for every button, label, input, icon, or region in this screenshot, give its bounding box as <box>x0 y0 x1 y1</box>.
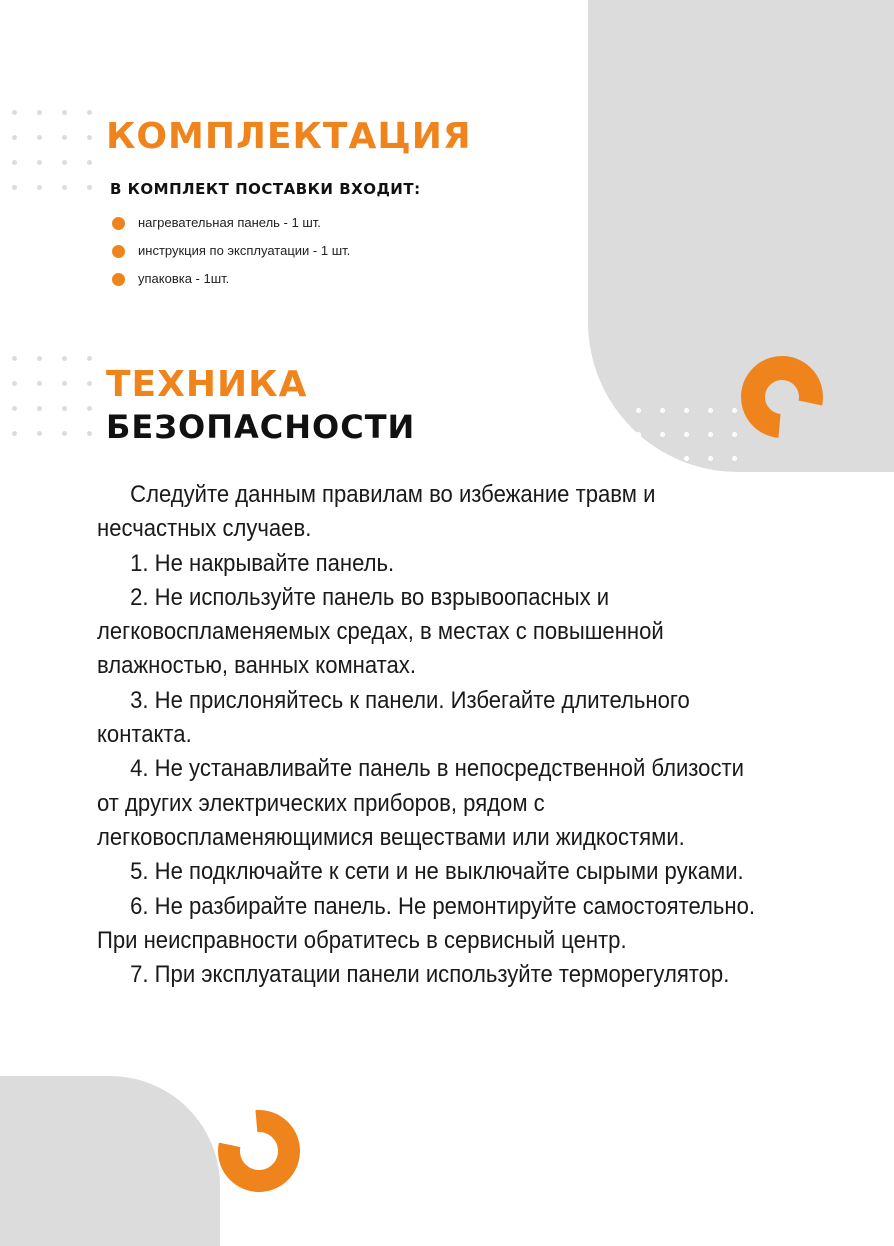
safety-title-line2: БЕЗОПАСНОСТИ <box>106 408 416 446</box>
safety-rules-text <box>97 478 764 992</box>
decor-dot <box>12 431 17 436</box>
decor-dot <box>660 408 665 413</box>
decor-dot <box>636 432 641 437</box>
decor-dot <box>87 406 92 411</box>
decor-dot <box>62 160 67 165</box>
kit-subtitle: В КОМПЛЕКТ ПОСТАВКИ ВХОДИТ: <box>110 180 421 198</box>
decor-orange-ring-top <box>738 353 826 441</box>
decor-dot <box>684 408 689 413</box>
decor-dot <box>37 431 42 436</box>
decor-dot <box>708 456 713 461</box>
decor-dot <box>684 456 689 461</box>
decor-dot <box>660 432 665 437</box>
decor-gray-block-bottom <box>0 1076 220 1246</box>
kit-list-item <box>112 269 350 297</box>
decor-dot <box>62 431 67 436</box>
kit-item-label: инструкция по эксплуатации - 1 шт. <box>138 243 351 258</box>
decor-dot <box>37 135 42 140</box>
decor-dot <box>62 356 67 361</box>
decor-dot <box>732 432 737 437</box>
kit-list <box>112 213 350 297</box>
safety-intro-paragraph: Следуйте данным правилам во избежание травм и несчастных случаев. <box>97 481 656 543</box>
kit-list-item <box>112 213 350 241</box>
decor-dot <box>62 110 67 115</box>
decor-dot <box>660 456 665 461</box>
decor-dot <box>37 110 42 115</box>
decor-dot <box>12 381 17 386</box>
decor-dot <box>684 432 689 437</box>
decor-dot <box>708 408 713 413</box>
safety-rule: 7. При эксплуатации панели используйте терморегулятор. <box>130 961 730 989</box>
decor-dot <box>37 406 42 411</box>
orange-bullet-icon <box>112 273 125 286</box>
decor-dot <box>87 135 92 140</box>
safety-rule: 1. Не накрывайте панель. <box>130 549 395 577</box>
safety-rule: 6. Не разбирайте панель. Не ремонтируйте самостоятельно. При неисправности обратитесь в сервисный центр. <box>97 892 756 954</box>
decor-dot <box>636 408 641 413</box>
decor-dot <box>12 135 17 140</box>
decor-dot <box>87 431 92 436</box>
kit-list-item <box>112 241 350 269</box>
decor-dot <box>636 456 641 461</box>
decor-dot <box>62 406 67 411</box>
decor-dot <box>732 408 737 413</box>
decor-orange-ring-bottom <box>214 1106 304 1196</box>
decor-dot <box>37 356 42 361</box>
safety-rule: 5. Не подключайте к сети и не выключайте сырыми руками. <box>130 858 744 886</box>
decor-dot <box>62 185 67 190</box>
decor-dot <box>87 160 92 165</box>
decor-dot <box>62 381 67 386</box>
safety-rule: 3. Не прислоняйтесь к панели. Избегайте длительного контакта. <box>97 686 690 749</box>
decor-dot <box>12 110 17 115</box>
safety-rule: 4. Не устанавливайте панель в непосредственной близости от других электрических приборов, рядом с легковоспламеняющимися веществами или жидкостями. <box>97 755 744 851</box>
decor-dot <box>87 356 92 361</box>
decor-dot <box>37 185 42 190</box>
decor-dot <box>87 381 92 386</box>
decor-dot <box>12 406 17 411</box>
orange-bullet-icon <box>112 245 125 258</box>
decor-dot <box>12 185 17 190</box>
decor-dot <box>37 381 42 386</box>
orange-bullet-icon <box>112 217 125 230</box>
decor-dot <box>87 110 92 115</box>
decor-dot <box>12 356 17 361</box>
decor-dot <box>12 160 17 165</box>
decor-dot <box>87 185 92 190</box>
safety-title-line1: ТЕХНИКА <box>106 364 308 405</box>
decor-dot <box>708 432 713 437</box>
kit-item-label: упаковка - 1шт. <box>138 271 230 286</box>
decor-dot <box>62 135 67 140</box>
decor-dot <box>732 456 737 461</box>
kit-title: КОМПЛЕКТАЦИЯ <box>106 116 472 157</box>
kit-item-label: нагревательная панель - 1 шт. <box>138 215 321 230</box>
safety-rule: 2. Не используйте панель во взрывоопасных и легковоспламеняемых средах, в местах с повышенной влажностью, ванных комнатах. <box>97 583 664 680</box>
decor-dot <box>37 160 42 165</box>
